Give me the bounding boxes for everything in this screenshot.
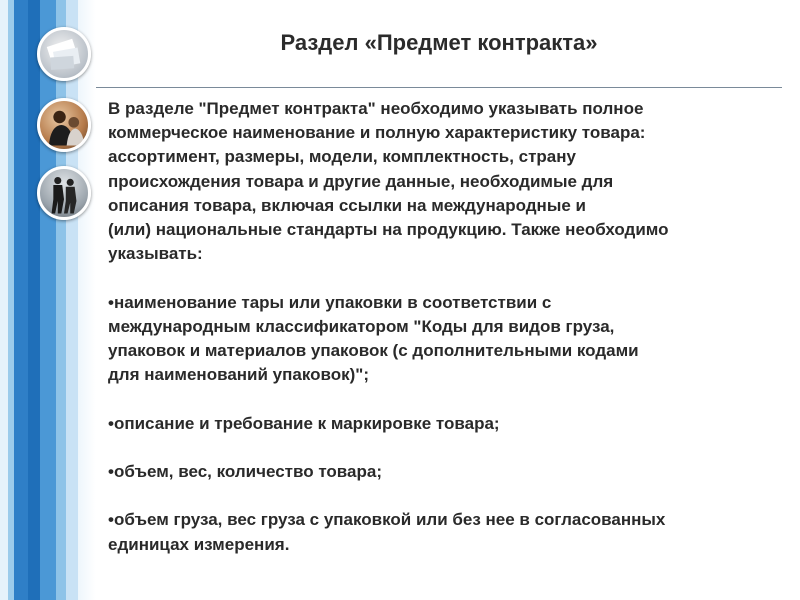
paragraph-gap: [108, 484, 778, 508]
text-line: единицах измерения.: [108, 534, 290, 554]
paragraph-gap: [108, 387, 778, 411]
businessmen-walking-photo-icon: [37, 166, 91, 220]
documents-photo-icon: [37, 27, 91, 81]
text-line: указывать:: [108, 244, 203, 264]
bullet-item: [108, 412, 778, 436]
text-line: ассортимент, размеры, модели, комплектность, страну: [108, 147, 576, 167]
bullet-item: [108, 460, 778, 484]
business-meeting-photo-icon: [37, 98, 91, 152]
text-line: упаковок и материалов упаковок (с дополнительными кодами: [108, 341, 639, 361]
bullet-item: [108, 291, 778, 388]
text-line: •наименование тары или упаковки в соответствии с: [108, 292, 552, 312]
intro-paragraph: [108, 97, 778, 266]
text-line: •объем груза, вес груза с упаковкой или без нее в согласованных: [108, 510, 666, 530]
title-divider: [96, 87, 782, 88]
text-line: описания товара, включая ссылки на международные и: [108, 195, 586, 215]
text-line: •объем, вес, количество товара;: [108, 462, 382, 481]
text-line: коммерческое наименование и полную характеристику товара:: [108, 123, 646, 143]
bullet-item: [108, 508, 778, 556]
paragraph-gap: [108, 436, 778, 460]
slide-body: [108, 97, 778, 557]
text-line: для наименований упаковок)";: [108, 365, 370, 385]
page-title: Раздел «Предмет контракта»: [280, 30, 598, 55]
text-line: международным классификатором "Коды для видов груза,: [108, 316, 615, 336]
paragraph-gap: [108, 266, 778, 290]
text-line: •описание и требование к маркировке товара;: [108, 413, 500, 433]
text-line: происхождения товара и другие данные, необходимые для: [108, 171, 614, 191]
sidebar-decoration: [0, 0, 96, 600]
text-line: В разделе "Предмет контракта" необходимо указывать полное: [108, 99, 644, 118]
text-line: (или) национальные стандарты на продукцию. Также необходимо: [108, 220, 669, 240]
